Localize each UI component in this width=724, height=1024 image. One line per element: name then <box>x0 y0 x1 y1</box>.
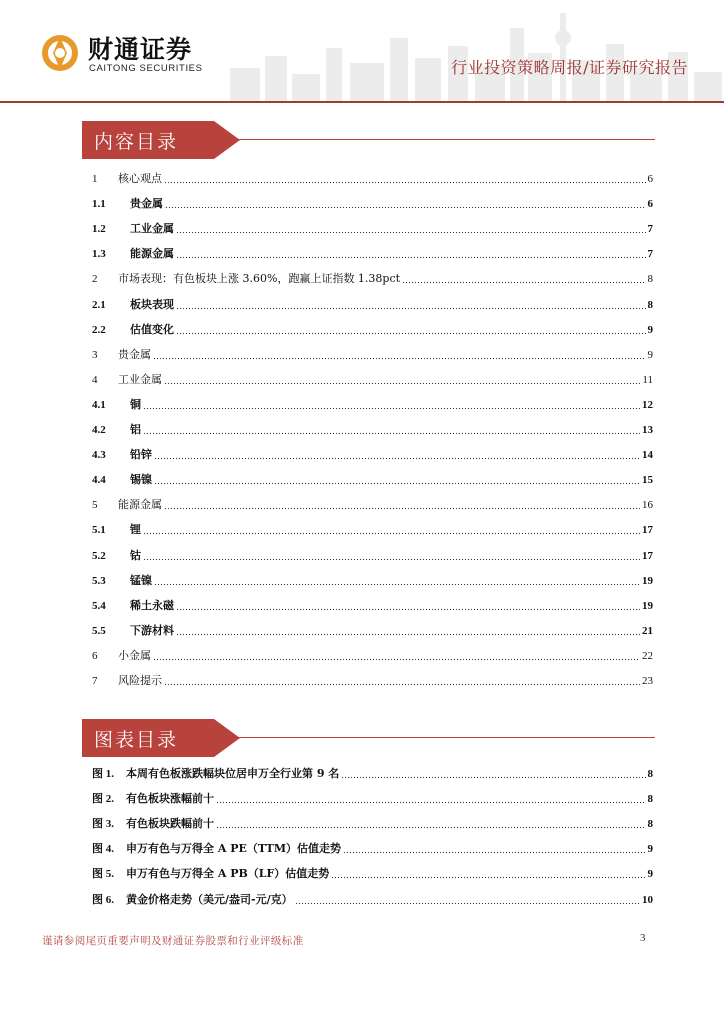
toc-entry-page: 15 <box>642 474 653 487</box>
toc-entry-page: 23 <box>642 675 653 687</box>
toc-entry-number: 图 5. <box>92 868 114 881</box>
toc-leader-dots <box>341 769 645 779</box>
toc-entry-page: 17 <box>642 549 653 562</box>
toc-entry-page: 8 <box>647 273 653 286</box>
toc-leader-dots <box>154 450 640 460</box>
toc-entry-page: 14 <box>642 449 653 462</box>
toc-entry[interactable] <box>92 396 653 412</box>
toc-leader-dots <box>143 525 640 535</box>
toc-leader-dots <box>153 350 646 360</box>
toc-entry[interactable] <box>92 346 653 362</box>
footer-disclaimer: 谨请参阅尾页重要声明及财通证券股票和行业评级标准 <box>42 935 304 947</box>
page-number: 3 <box>640 932 646 944</box>
toc-leader-dots <box>164 500 640 510</box>
toc-entry-title: 申万有色与万得全 A PB（LF）估值走势 <box>126 867 330 881</box>
caitong-logo-icon <box>40 34 80 72</box>
toc-entry-title: 本周有色板涨跌幅块位居申万全行业第 9 名 <box>126 767 340 780</box>
toc-leader-dots <box>165 199 646 209</box>
document-type: 行业投资策略周报/证券研究报告 <box>451 58 688 77</box>
toc-entry[interactable] <box>92 270 653 286</box>
toc-leader-dots <box>343 844 645 854</box>
toc-entry-number: 图 3. <box>92 818 114 831</box>
toc-entry-page: 7 <box>647 248 653 261</box>
toc-entry-page: 7 <box>647 223 653 236</box>
toc-leader-dots <box>164 676 640 686</box>
toc-entry-title: 有色板块跌幅前十 <box>126 817 214 831</box>
toc-leader-dots <box>216 819 646 829</box>
toc-entry-number: 1.3 <box>92 248 106 261</box>
toc-leader-dots <box>176 601 640 611</box>
toc-entry-page: 11 <box>642 373 653 386</box>
toc-entry-title: 小金属 <box>118 648 151 662</box>
toc-entry[interactable] <box>92 647 653 663</box>
toc-entry-number: 5 <box>92 499 98 512</box>
toc-entry-page: 9 <box>647 348 653 361</box>
toc-entry[interactable] <box>92 195 653 211</box>
toc-leader-dots <box>295 895 640 905</box>
toc-entry-number: 1.2 <box>92 223 106 236</box>
toc-entry-page: 22 <box>642 649 653 662</box>
figures-banner <box>82 719 242 757</box>
toc-entry[interactable] <box>92 765 653 781</box>
toc-entry[interactable] <box>92 521 653 537</box>
toc-entry-number: 5.3 <box>92 574 106 587</box>
toc-entry-number: 4.4 <box>92 474 106 487</box>
toc-leader-dots <box>154 576 640 586</box>
toc-entry-number: 2 <box>92 273 98 286</box>
toc-entry-page: 19 <box>642 599 653 612</box>
toc-entry[interactable] <box>92 220 653 236</box>
contents-banner <box>82 121 242 159</box>
toc-entry[interactable] <box>92 446 653 462</box>
toc-entry-title: 铝 <box>130 423 141 436</box>
toc-entry-number: 5.4 <box>92 599 106 612</box>
toc-entry[interactable] <box>92 622 653 638</box>
toc-entry[interactable] <box>92 865 653 881</box>
toc-entry-page: 16 <box>642 499 653 512</box>
toc-entry-title: 铜 <box>130 397 141 411</box>
toc-entry-number: 6 <box>92 649 98 662</box>
toc-leader-dots <box>176 325 646 335</box>
toc-entry-number: 图 1. <box>92 768 114 780</box>
contents-heading-rule <box>230 139 655 140</box>
toc-entry[interactable] <box>92 815 653 831</box>
toc-entry-page: 12 <box>642 398 653 411</box>
toc-entry-number: 1 <box>92 173 98 185</box>
toc-entry-page: 21 <box>642 624 653 637</box>
toc-entry[interactable] <box>92 170 653 186</box>
toc-entry-number: 图 6. <box>92 893 114 906</box>
toc-leader-dots <box>143 400 640 410</box>
toc-entry[interactable] <box>92 891 653 907</box>
toc-entry[interactable] <box>92 245 653 261</box>
toc-entry-number: 4 <box>92 373 98 386</box>
toc-entry-title: 稀土永磁 <box>130 598 174 612</box>
toc-entry-title: 有色板块涨幅前十 <box>126 792 214 806</box>
contents-heading: 内容目录 <box>94 131 179 153</box>
toc-leader-dots <box>153 651 640 661</box>
toc-entry-page: 8 <box>647 818 653 831</box>
toc-entry-number: 3 <box>92 348 98 361</box>
toc-leader-dots <box>176 249 646 259</box>
toc-entry-number: 图 2. <box>92 793 114 806</box>
toc-leader-dots <box>216 794 646 804</box>
toc-leader-dots <box>154 475 640 485</box>
toc-entry-title: 下游材料 <box>130 623 174 637</box>
toc-entry-page: 13 <box>642 424 653 436</box>
toc-entry-page: 19 <box>642 574 653 587</box>
toc-entry-title: 锡镍 <box>130 473 152 487</box>
toc-entry[interactable] <box>92 421 653 437</box>
toc-entry-title: 贵金属 <box>130 197 163 211</box>
toc-entry-number: 2.1 <box>92 298 106 311</box>
toc-entry-number: 5.5 <box>92 624 106 637</box>
toc-entry-page: 8 <box>647 298 653 311</box>
toc-entry[interactable] <box>92 572 653 588</box>
toc-leader-dots <box>143 425 640 435</box>
toc-entry-title: 黄金价格走势（美元/盎司-元/克） <box>126 892 293 906</box>
toc-entry-title: 工业金属 <box>118 372 162 386</box>
toc-leader-dots <box>402 274 645 284</box>
toc-entry-title: 申万有色与万得全 A PE（TTM）估值走势 <box>126 842 342 856</box>
toc-entry-number: 5.2 <box>92 549 106 562</box>
toc-entry[interactable] <box>92 790 653 806</box>
toc-entry-title: 锂 <box>130 523 141 537</box>
toc-entry-page: 9 <box>647 323 653 336</box>
toc-entry-number: 图 4. <box>92 843 114 856</box>
toc-entry-number: 1.1 <box>92 198 106 211</box>
logo-text-cn: 财通证券 <box>88 35 193 64</box>
toc-entry-number: 7 <box>92 675 98 687</box>
report-header <box>0 0 724 104</box>
toc-entry[interactable] <box>92 371 653 387</box>
toc-entry-title: 核心观点 <box>118 172 162 185</box>
toc-entry[interactable] <box>92 672 653 688</box>
toc-entry-title: 贵金属 <box>118 347 151 361</box>
toc-entry-title: 钴 <box>130 548 141 562</box>
toc-entry-page: 17 <box>642 524 653 537</box>
toc-entry[interactable] <box>92 547 653 563</box>
toc-entry-page: 9 <box>647 843 653 856</box>
toc-entry-page: 6 <box>647 173 653 185</box>
toc-entry[interactable] <box>92 471 653 487</box>
header-rule <box>0 101 724 103</box>
toc-entry-title: 市场表现：有色板块上涨 3.60%，跑赢上证指数 1.38pct <box>118 272 401 286</box>
toc-entry-title: 工业金属 <box>130 222 174 236</box>
toc-entry-title: 能源金属 <box>118 498 162 512</box>
toc-entry-title: 估值变化 <box>130 322 174 336</box>
toc-entry-page: 8 <box>647 793 653 806</box>
toc-entry-number: 4.2 <box>92 424 106 436</box>
toc-entry[interactable] <box>92 597 653 613</box>
toc-entry-number: 5.1 <box>92 524 106 537</box>
toc-entry-number: 4.3 <box>92 449 106 462</box>
toc-entry-title: 铅锌 <box>130 448 152 462</box>
toc-leader-dots <box>164 375 640 385</box>
toc-entry-page: 10 <box>642 893 653 906</box>
toc-leader-dots <box>164 174 646 184</box>
toc-leader-dots <box>176 224 646 234</box>
figures-heading: 图表目录 <box>94 729 179 751</box>
toc-entry[interactable] <box>92 496 653 512</box>
toc-leader-dots <box>143 551 640 561</box>
toc-entry-title: 锰镍 <box>130 573 152 587</box>
toc-entry[interactable] <box>92 840 653 856</box>
toc-leader-dots <box>176 300 646 310</box>
toc-leader-dots <box>176 626 640 636</box>
logo-text-en: CAITONG SECURITIES <box>89 63 203 74</box>
toc-entry-title: 板块表现 <box>130 297 174 311</box>
toc-entry-title: 风险提示 <box>118 674 162 687</box>
toc-entry-title: 能源金属 <box>130 247 174 261</box>
toc-entry[interactable] <box>92 321 653 337</box>
toc-entry-page: 6 <box>647 198 653 211</box>
toc-entry-number: 2.2 <box>92 323 106 336</box>
figures-heading-rule <box>230 737 655 738</box>
toc-entry-number: 4.1 <box>92 398 106 411</box>
toc-entry[interactable] <box>92 296 653 312</box>
toc-leader-dots <box>331 869 645 879</box>
toc-entry-page: 9 <box>647 868 653 881</box>
toc-entry-page: 8 <box>647 768 653 780</box>
